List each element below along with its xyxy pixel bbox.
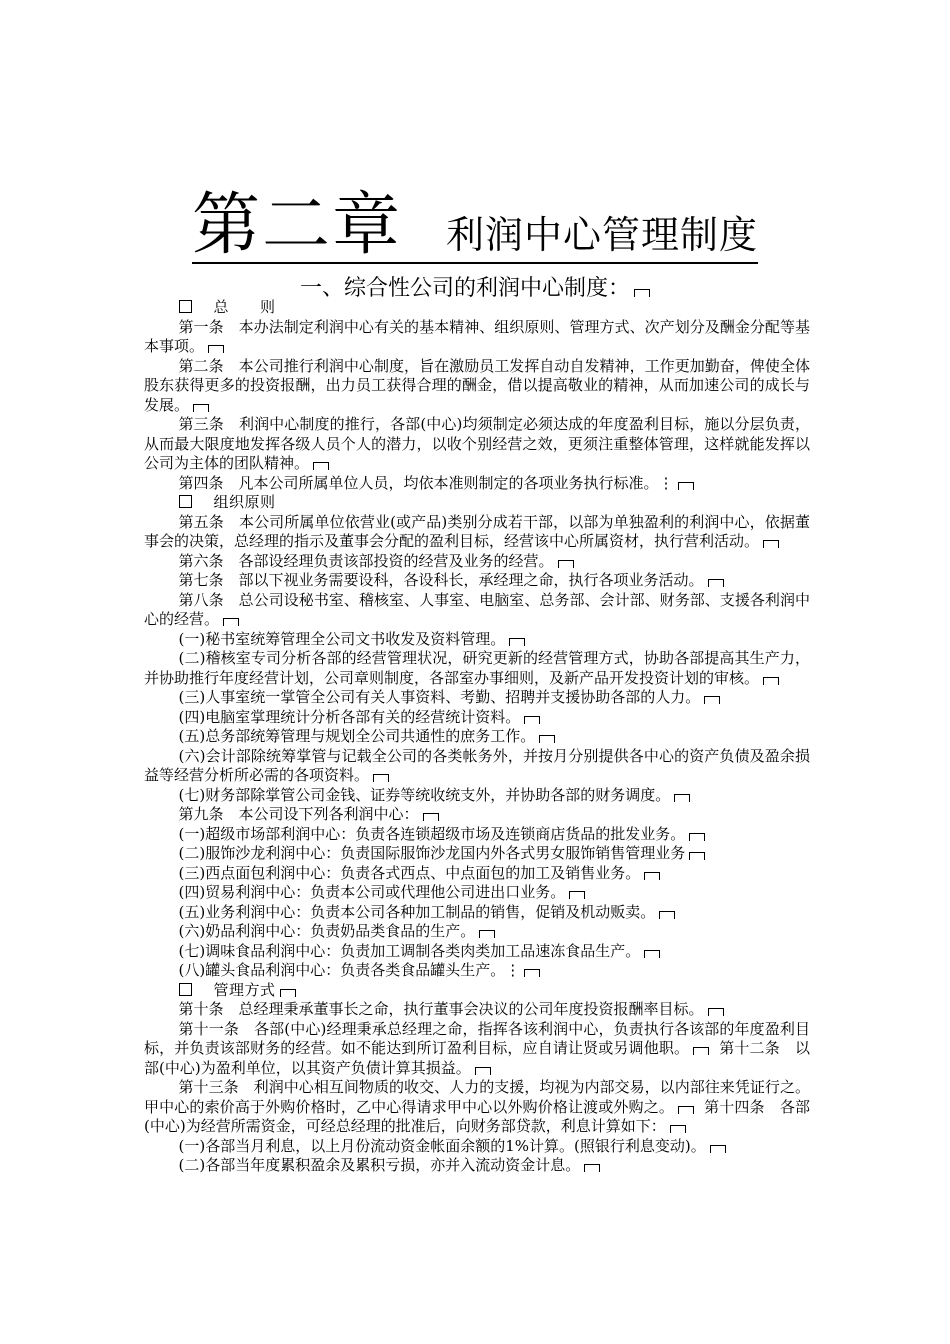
paragraph-mark-icon xyxy=(674,794,690,802)
chapter-heading-underlined xyxy=(191,186,759,265)
paragraph-mark-icon xyxy=(479,930,495,938)
paragraph-mark-icon xyxy=(524,969,540,977)
list-item: (一)各部当月利息，以上月份流动资金帐面余额的1%计算。(照银行利息变动)。 xyxy=(144,1137,810,1157)
list-item: (三)西点面包利润中心：负责各式西点、中点面包的加工及销售业务。 xyxy=(144,864,810,884)
paragraph-mark-icon xyxy=(223,618,239,626)
paragraph-mark-icon xyxy=(644,950,660,958)
list-item: (六)奶品利润中心：负责奶品类食品的生产。 xyxy=(144,922,810,942)
list-item: (八)罐头食品利润中心：负责各类食品罐头生产。⋮ xyxy=(144,961,810,981)
paragraph-mark-icon xyxy=(678,482,694,490)
document-body xyxy=(144,298,810,1176)
subheading-management: 管理方式 xyxy=(144,981,810,1001)
paragraph-mark-icon xyxy=(689,833,705,841)
paragraph: 第八条 总公司设秘书室、稽核室、人事室、电脑室、总务部、会计部、财务部、支援各利润中心的经营。 xyxy=(144,590,810,628)
section-title-text: 一、综合性公司的利润中心制度： xyxy=(299,276,630,301)
list-item: (一)超级市场部利润中心：负责各连锁超级市场及连锁商店货品的批发业务。 xyxy=(144,825,810,845)
paragraph-mark-icon xyxy=(373,774,389,782)
paragraph-mark-icon xyxy=(659,911,675,919)
paragraph-mark-icon xyxy=(423,813,439,821)
list-item: (二)服饰沙龙利润中心：负责国际服饰沙龙国内外各式男女服饰销售管理业务 xyxy=(144,844,810,864)
chapter-number: 第二章 xyxy=(191,186,402,265)
paragraph-mark-icon xyxy=(763,677,779,685)
paragraph-mark-icon xyxy=(524,716,540,724)
paragraph-mark-icon xyxy=(708,1008,724,1016)
list-item: (四)电脑室掌理统计分析各部有关的经营统计资料。 xyxy=(144,708,810,728)
chapter-title: 利润中心管理制度 xyxy=(446,213,759,257)
paragraph-mark-icon xyxy=(509,638,525,646)
checkbox-square-icon xyxy=(179,983,192,996)
paragraph-mark-icon xyxy=(678,1106,694,1114)
paragraph-mark-icon xyxy=(475,1067,491,1075)
paragraph: 第五条 本公司所属单位依营业(或产品)类别分成若干部，以部为单独盈利的利润中心，依据董事会的决策，总经理的指示及董事会分配的盈利目标，经营该中心所属资材，执行营利活动。 xyxy=(144,512,810,550)
paragraph-mark-icon xyxy=(710,1145,726,1153)
list-item: (五)业务利润中心：负责本公司各种加工制品的销售，促销及机动贩卖。 xyxy=(144,903,810,923)
list-item: (六)会计部除统筹掌管与记载全公司的各类帐务外，并按月分别提供各中心的资产负债及盈余损益等经营分析所必需的各项资料。 xyxy=(144,746,810,784)
paragraph-mark-icon xyxy=(708,579,724,587)
list-item: (一)秘书室统筹管理全公司文书收发及资料管理。 xyxy=(144,630,810,650)
paragraph-mark-icon xyxy=(193,404,209,412)
paragraph-mark-icon xyxy=(569,891,585,899)
paragraph: 第十三条 利润中心相互间物质的收交、人力的支援，均视为内部交易，以内部往来凭证行之。甲中心的索价高于外购价格时，乙中心得请求甲中心以外购价格让渡或外购之。 第十四条 各部(中心)为经营所需资金，可经总经理的批准后，向财务部贷款，利息计算如下： xyxy=(144,1078,810,1135)
paragraph: 第七条 部以下视业务需要设科，各设科长，承经理之命，执行各项业务活动。 xyxy=(144,571,810,591)
paragraph-mark-icon xyxy=(763,540,779,548)
paragraph: 第三条 利润中心制度的推行，各部(中心)均须制定必须达成的年度盈利目标，施以分层负责，从而最大限度地发挥各级人员个人的潜力，以收个别经营之效，更须注重整体管理，这样就能发挥以公司为主体的团队精神。 xyxy=(144,415,810,472)
paragraph-mark-icon xyxy=(208,345,224,353)
list-item: (五)总务部统筹管理与规划全公司共通性的庶务工作。 xyxy=(144,727,810,747)
subheading-organization: 组织原则 xyxy=(144,493,810,513)
list-item: (七)调味食品利润中心：负责加工调制各类肉类加工品速冻食品生产。 xyxy=(144,942,810,962)
list-item: (四)贸易利润中心：负责本公司或代理他公司进出口业务。 xyxy=(144,883,810,903)
paragraph: 第九条 本公司设下列各利润中心： xyxy=(144,805,810,825)
checkbox-square-icon xyxy=(179,495,192,508)
paragraph-mark-icon xyxy=(634,289,650,297)
list-item: (七)财务部除掌管公司金钱、证券等统收统支外，并协助各部的财务调度。 xyxy=(144,786,810,806)
chapter-heading xyxy=(0,186,950,265)
paragraph-mark-icon xyxy=(704,696,720,704)
paragraph: 第六条 各部设经理负责该部投资的经营及业务的经营。 xyxy=(144,552,810,572)
paragraph-mark-icon xyxy=(644,872,660,880)
paragraph: 第十一条 各部(中心)经理秉承总经理之命，指挥各该利润中心，负责执行各该部的年度盈利目标，并负责该部财务的经营。如不能达到所订盈利目标，应自请让贤或另调他职。 第十二条 以部(中心)为盈利单位，以其资产负债计算其损益。 xyxy=(144,1019,810,1077)
paragraph: 第二条 本公司推行利润中心制度，旨在激励员工发挥自动自发精神，工作更加勤奋，俾使全体股东获得更多的投资报酬，出力员工获得合理的酬金，借以提高敬业的精神，从而加速公司的成长与发展。 xyxy=(144,356,810,414)
paragraph: 第一条 本办法制定利润中心有关的基本精神、组织原则、管理方式、次产划分及酬金分配等基本事项。 xyxy=(144,317,810,355)
list-item: (二)稽核室专司分析各部的经营管理状况，研究更新的经营管理方式，协助各部提高其生产力，并协助推行年度经营计划，公司章则制度，各部室办事细则，及新产品开发投资计划的审核。 xyxy=(144,649,810,687)
paragraph-mark-icon xyxy=(313,462,329,470)
paragraph-mark-icon xyxy=(693,1047,709,1055)
paragraph-mark-icon xyxy=(558,560,574,568)
list-item: (二)各部当年度累积盈余及累积亏损，亦并入流动资金计息。 xyxy=(144,1156,810,1176)
paragraph: 第四条 凡本公司所属单位人员，均依本准则制定的各项业务执行标准。⋮ xyxy=(144,474,810,494)
checkbox-square-icon xyxy=(179,300,192,313)
paragraph-mark-icon xyxy=(689,852,705,860)
paragraph: 第十条 总经理秉承董事长之命，执行董事会决议的公司年度投资报酬率目标。 xyxy=(144,1000,810,1020)
list-item: (三)人事室统一掌管全公司有关人事资料、考勤、招聘并支援协助各部的人力。 xyxy=(144,688,810,708)
paragraph-mark-icon xyxy=(584,1164,600,1172)
paragraph-mark-icon xyxy=(280,989,296,997)
subheading-general: 总 则 xyxy=(144,298,810,318)
paragraph-mark-icon xyxy=(539,735,555,743)
paragraph-mark-icon xyxy=(670,1125,686,1133)
